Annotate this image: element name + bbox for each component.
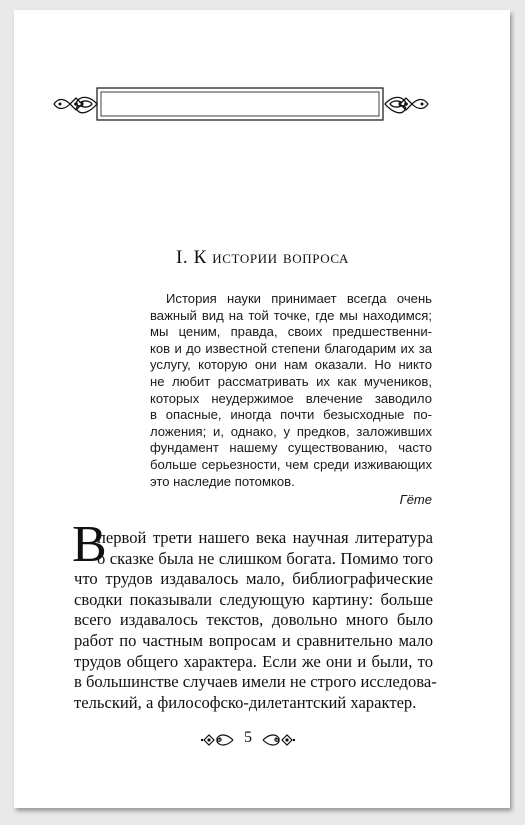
body-line: работ по частным вопросам и сравнительно мало (74, 630, 433, 650)
body-line: всего издавалось текстов, довольно много было (74, 610, 433, 630)
page-number: 5 (244, 729, 252, 746)
body-line: тельский, а философско-дилетантский характер. (74, 692, 417, 712)
footer-ornament-left (200, 731, 234, 749)
epigraph (150, 291, 432, 490)
epigraph-line: в опасные, иногда почти безысходные по- (150, 407, 432, 423)
chapter-title: I. К истории вопроса (175, 247, 350, 268)
body-paragraph (74, 528, 437, 713)
body-line: что трудов издавалось мало, библиографические (74, 569, 433, 589)
epigraph-line: История науки принимает всегда очень (166, 291, 432, 306)
header-ornament-frame (50, 84, 432, 124)
body-line: о сказке была не слишком богата. Помимо того (97, 548, 433, 568)
drop-cap: В (72, 516, 107, 573)
epigraph-author: Гёте (399, 492, 432, 507)
epigraph-line: мы ценим, правда, своих предшественни- (150, 324, 432, 340)
epigraph-line: это наследие потомков. (150, 473, 295, 489)
body-line: первой трети нашего века научная литература (97, 528, 433, 547)
epigraph-line: не любит рассматривать их как мучеников, (150, 373, 432, 389)
epigraph-line: услугу, которую они нам оказали. Но никто (150, 357, 432, 373)
body-line: сводки показывали следующую картину: больше (74, 589, 433, 609)
epigraph-line: больше серьезности, чем среди изживающих (150, 456, 432, 472)
epigraph-line: ков и до известной степени благодарим их за (150, 340, 432, 356)
page-footer (0, 727, 525, 751)
epigraph-line: которых неудержимое влечение заводило (150, 390, 432, 406)
epigraph-line: важный вид на той точке, где мы находимся; (150, 307, 432, 323)
epigraph-line: ложения; и, однако, у предков, заложивших (150, 423, 432, 439)
epigraph-line: фундамент нашему существованию, часто (150, 440, 432, 456)
body-line: трудов общего характера. Если же они и были, то (74, 651, 433, 671)
footer-ornament-right (262, 731, 296, 749)
body-line: в большинстве случаев имели не строго исследова- (74, 672, 437, 692)
